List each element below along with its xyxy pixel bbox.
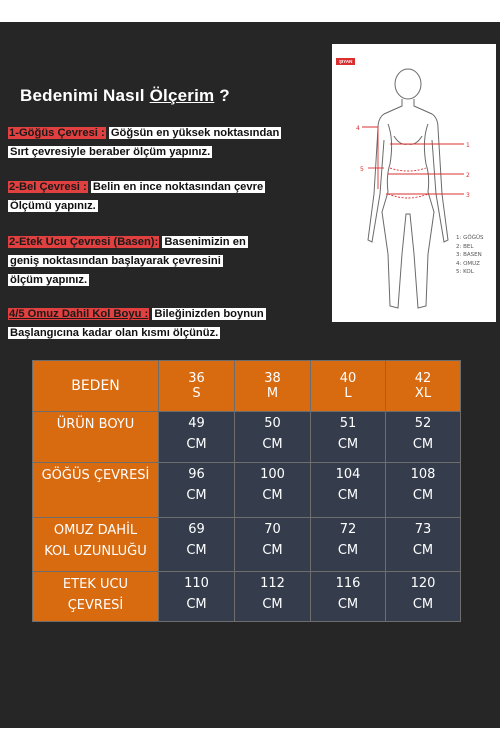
header-size-36 (159, 361, 235, 412)
legend-item: 2: BEL (456, 243, 474, 250)
cell-value: 51 (339, 416, 357, 431)
row-label-text: ÜRÜN BOYU (56, 417, 135, 432)
cell-unit: CM (337, 543, 359, 558)
page-title (20, 86, 230, 106)
cell-unit: CM (412, 437, 434, 452)
cell-unit: CM (186, 597, 207, 612)
size-letter: S (192, 386, 201, 401)
row-label-text: ETEK UCU (62, 577, 129, 592)
header-size-40 (311, 361, 386, 412)
table-cell (386, 572, 461, 622)
cell-unit: CM (412, 543, 434, 558)
table-cell (386, 463, 461, 518)
cell-unit: CM (412, 597, 434, 612)
cell-value: 110 (184, 576, 209, 591)
size-letter: XL (414, 386, 432, 401)
row-label-omuz-dahil-kol-uzunlugu (33, 518, 159, 572)
table-cell (235, 572, 311, 622)
row-label-text: KOL UZUNLUĞU (44, 544, 147, 559)
marker-label: 5 (360, 166, 364, 173)
cell-unit: CM (262, 543, 283, 558)
cell-unit: CM (186, 543, 207, 558)
size-letter: M (266, 386, 279, 401)
marker-label: 1 (466, 142, 470, 149)
row-label-gogus-cevresi (33, 463, 159, 518)
cell-value: 120 (410, 576, 436, 591)
table-row (33, 412, 461, 463)
cell-value: 49 (188, 416, 205, 431)
table-cell (159, 518, 235, 572)
header-size-38 (235, 361, 311, 412)
cell-value: 100 (260, 467, 285, 482)
instruction-text: Basenimizin en (164, 236, 246, 248)
instruction-label: 2-Etek Ucu Çevresi (Basen): (9, 236, 159, 248)
cell-unit: CM (412, 488, 434, 503)
table-cell (159, 463, 235, 518)
cell-unit: CM (262, 488, 283, 503)
instruction-label: 1-Göğüs Çevresi : (9, 127, 105, 139)
cell-value: 69 (188, 522, 205, 537)
row-label-text: GÖĞÜS ÇEVRESİ (41, 468, 150, 483)
cell-value: 50 (264, 416, 281, 431)
cell-unit: CM (186, 488, 207, 503)
instruction-label: 4/5 Omuz Dahil Kol Boyu : (9, 308, 149, 320)
table-header-row (33, 361, 461, 412)
cell-value: 116 (335, 576, 361, 591)
legend-item: 1: GÖĞÜS (456, 235, 484, 241)
brand-logo: ŞIYAN (336, 58, 355, 65)
cell-unit: CM (337, 488, 359, 503)
marker-label: 2 (466, 172, 470, 179)
figure-legend (456, 234, 483, 277)
table-cell (311, 518, 386, 572)
instruction-text: Belin en ince noktasından çevre (92, 181, 264, 193)
table-cell (235, 412, 311, 463)
size-number: 42 (414, 371, 432, 386)
body-outline-icon (332, 44, 496, 322)
instruction-text: Başlangıcına kadar olan kısmı ölçünüz. (10, 327, 219, 339)
table-cell (311, 412, 386, 463)
instruction-text: Göğsün en yüksek noktasından (110, 127, 280, 139)
cell-unit: CM (262, 597, 283, 612)
size-number: 38 (264, 371, 281, 386)
size-number: 40 (339, 371, 357, 386)
marker-label: 3 (466, 192, 470, 199)
table-cell (311, 572, 386, 622)
table-row (33, 518, 461, 572)
instruction-label: 2-Bel Çevresi : (9, 181, 87, 193)
row-label-etek-ucu-cevresi (33, 572, 159, 622)
legend-item: 4: OMUZ (456, 260, 480, 267)
title-suffix: ? (214, 86, 230, 105)
cell-unit: CM (337, 437, 359, 452)
cell-unit: CM (337, 597, 359, 612)
instruction-chest (8, 124, 281, 162)
row-label-text: OMUZ DAHİL (53, 523, 138, 538)
instruction-text: Sırt çevresiyle beraber ölçüm yapınız. (10, 146, 211, 158)
instruction-text: Bileğinizden boynun (154, 308, 264, 320)
cell-value: 96 (188, 467, 205, 482)
table-cell (386, 518, 461, 572)
legend-item: 5: KOL (456, 269, 474, 275)
instruction-hem (8, 233, 248, 290)
cell-value: 112 (260, 576, 285, 591)
table-cell (235, 463, 311, 518)
header-size-42 (386, 361, 461, 412)
size-guide-page (0, 22, 500, 728)
table-cell (311, 463, 386, 518)
cell-unit: CM (262, 437, 283, 452)
cell-value: 72 (339, 522, 357, 537)
title-underlined-text: Ölçerim (149, 86, 215, 105)
size-number: 36 (188, 371, 205, 386)
title-text: Bedenimi Nasıl (20, 86, 150, 105)
table-cell (386, 412, 461, 463)
instruction-waist (8, 178, 265, 216)
cell-value: 104 (335, 467, 361, 482)
table-cell (159, 572, 235, 622)
cell-value: 70 (264, 522, 281, 537)
body-measurement-figure (332, 44, 496, 322)
cell-value: 52 (414, 416, 432, 431)
row-label-urun-boyu (33, 412, 159, 463)
table-cell (235, 518, 311, 572)
size-table (32, 360, 461, 622)
instruction-sleeve (8, 305, 266, 343)
cell-value: 73 (414, 522, 432, 537)
row-label-text: ÇEVRESİ (67, 598, 124, 613)
size-letter: L (344, 386, 352, 401)
table-row (33, 572, 461, 622)
instruction-text: Ölçümü yapınız. (10, 200, 96, 212)
instruction-text: geniş noktasından başlayarak çevresini (10, 255, 221, 267)
instruction-text: ölçüm yapınız. (10, 274, 88, 286)
cell-unit: CM (186, 437, 207, 452)
marker-label: 4 (356, 125, 360, 132)
header-beden: BEDEN (33, 361, 159, 412)
table-cell (159, 412, 235, 463)
cell-value: 108 (410, 467, 436, 482)
table-row (33, 463, 461, 518)
legend-item: 3: BASEN (456, 252, 482, 258)
